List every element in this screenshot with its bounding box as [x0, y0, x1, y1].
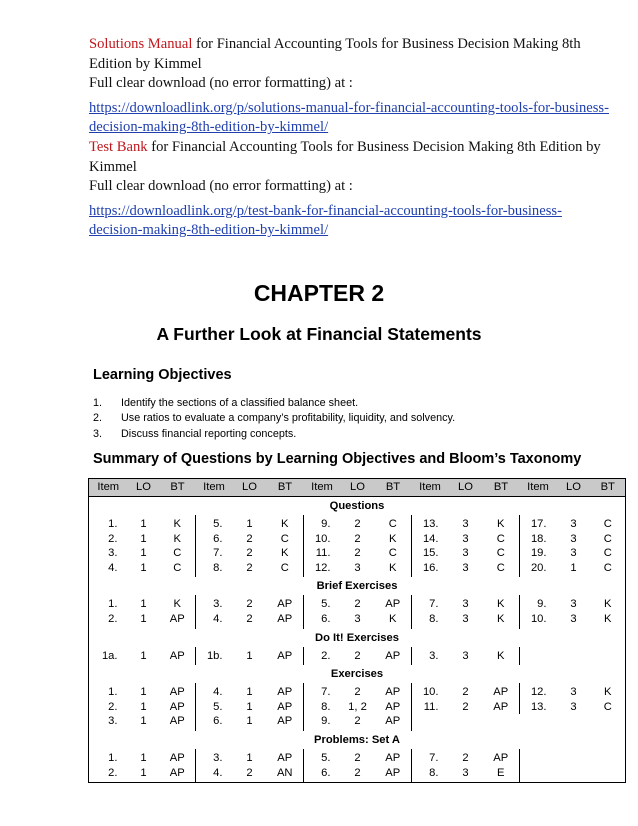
table-cell: 2	[246, 561, 253, 574]
table-cell: 1	[570, 561, 577, 574]
table-cell	[483, 714, 520, 731]
table-cell: 3	[354, 612, 361, 625]
table-cell: 2	[246, 598, 253, 611]
section-title: Do It! Exercises	[89, 629, 626, 647]
table-row	[89, 683, 626, 700]
table-cell: C	[591, 700, 626, 715]
table-cell: C	[280, 532, 289, 545]
table-cell: 1	[246, 649, 253, 662]
table-cell: 18.	[520, 532, 557, 547]
section-row	[89, 629, 626, 647]
section-title: Problems: Set A	[89, 731, 626, 749]
table-row	[89, 766, 626, 783]
table-cell: 7.	[412, 595, 449, 612]
table-cell: 2.	[89, 766, 128, 783]
section-row	[89, 497, 626, 516]
table-cell: 9.	[520, 595, 557, 612]
table-cell: 3	[570, 700, 577, 713]
column-header: Item	[412, 479, 449, 497]
table-cell: 1.	[89, 595, 128, 612]
table-cell: 1	[246, 715, 253, 728]
table-cell: K	[281, 547, 289, 560]
table-cell: C	[591, 515, 626, 532]
table-cell	[557, 647, 591, 666]
solutions-manual-line	[89, 35, 609, 74]
table-cell	[591, 647, 626, 666]
table-cell: 1	[140, 547, 147, 560]
table-cell: 11.	[304, 546, 341, 561]
test-bank-link[interactable]: https://downloadlink.org/p/test-bank-for-financial-accounting-tools-for-business-decision-making-8th-edition-by-kimmel/	[89, 202, 562, 239]
table-cell: C	[591, 532, 626, 547]
table-cell: 3	[570, 518, 577, 530]
table-cell: 8.	[304, 700, 341, 715]
table-cell: 1	[140, 532, 147, 545]
section-row	[89, 665, 626, 683]
table-cell: K	[389, 612, 397, 625]
table-cell: 3	[462, 547, 469, 560]
test-bank-label: Test Bank	[89, 138, 148, 155]
table-row	[89, 714, 626, 731]
table-cell: 2	[246, 532, 253, 545]
table-cell: 2	[354, 715, 361, 728]
table-cell: AP	[169, 649, 185, 662]
table-cell: 3	[570, 598, 577, 611]
column-header: Item	[304, 479, 341, 497]
table-cell: 13.	[520, 700, 557, 715]
table-cell: K	[591, 612, 626, 629]
table-cell: 5.	[304, 749, 341, 766]
table-cell: 3.	[412, 647, 449, 666]
table-cell: AP	[385, 751, 401, 764]
column-header: BT	[160, 479, 196, 497]
table-cell: K	[591, 683, 626, 700]
table-cell: 1, 2	[348, 700, 367, 713]
column-header: BT	[267, 479, 304, 497]
table-cell: AP	[385, 649, 401, 662]
table-cell: 1	[140, 700, 147, 713]
table-cell: 3	[462, 518, 469, 530]
table-cell: 2.	[89, 612, 128, 629]
table-cell	[520, 714, 557, 731]
table-cell: AN	[267, 766, 304, 783]
table-cell: AP	[277, 598, 293, 611]
table-cell	[449, 714, 483, 731]
table-cell: 2	[341, 766, 375, 783]
table-cell: 10.	[304, 532, 341, 547]
table-cell: 3.	[196, 595, 233, 612]
table-cell: 2	[354, 686, 361, 699]
table-cell	[591, 766, 626, 783]
table-cell: 1b.	[196, 647, 233, 666]
learning-objective-item	[93, 411, 455, 426]
questions-summary-table	[88, 478, 626, 783]
section-title: Brief Exercises	[89, 577, 626, 595]
objective-number: 3.	[93, 427, 103, 440]
table-cell: 1.	[89, 749, 128, 766]
table-cell: 3	[449, 766, 483, 783]
table-cell: 2	[462, 700, 469, 713]
table-cell: 2	[462, 686, 469, 699]
table-cell: K	[173, 598, 181, 611]
table-cell: 2.	[304, 647, 341, 666]
table-cell: K	[389, 561, 397, 574]
table-cell: 13.	[412, 515, 449, 532]
table-cell: 1.	[89, 683, 128, 700]
table-header-row	[89, 479, 626, 497]
table-cell: AP	[277, 751, 293, 764]
table-cell	[591, 714, 626, 731]
table-cell: 1	[140, 751, 147, 764]
table-cell	[591, 749, 626, 766]
table-row	[89, 532, 626, 547]
column-header: Item	[89, 479, 128, 497]
table-cell: AP	[169, 612, 185, 625]
table-cell: K	[281, 518, 289, 530]
table-cell: 3	[570, 612, 577, 625]
table-cell: K	[497, 518, 505, 530]
table-cell	[520, 647, 557, 666]
learning-objectives-heading: Learning Objectives	[93, 367, 232, 383]
table-cell: 6.	[196, 532, 233, 547]
table-cell: AP	[169, 751, 185, 764]
table-cell: AP	[385, 715, 401, 728]
table-cell: 14.	[412, 532, 449, 547]
table-cell: 10.	[520, 612, 557, 629]
table-cell: 1	[140, 518, 147, 530]
table-cell: 9.	[304, 714, 341, 731]
table-cell: 12.	[520, 683, 557, 700]
table-cell: K	[497, 649, 505, 662]
table-cell: 8.	[412, 766, 449, 783]
table-cell: 2	[233, 766, 267, 783]
table-cell: 20.	[520, 561, 557, 578]
test-bank-title: for Financial Accounting Tools for Business Decision Making 8th Edition by Kimmel	[89, 138, 601, 175]
table-cell: 6.	[304, 612, 341, 629]
table-cell: 10.	[412, 683, 449, 700]
column-header: Item	[520, 479, 557, 497]
table-cell: 1	[128, 766, 160, 783]
table-cell: AP	[385, 598, 401, 611]
objective-number: 2.	[93, 412, 103, 425]
table-cell: 16.	[412, 561, 449, 578]
chapter-title: CHAPTER 2	[253, 280, 385, 306]
table-cell: 3	[462, 612, 469, 625]
table-cell: C	[173, 561, 182, 574]
table-cell: 1	[140, 561, 147, 574]
table-cell: 3	[570, 532, 577, 545]
table-cell: 1	[140, 686, 147, 699]
column-header: BT	[483, 479, 520, 497]
table-cell: 1	[246, 518, 253, 530]
table-cell: 4.	[196, 683, 233, 700]
objective-text: Use ratios to evaluate a company’s profitability, liquidity, and solvency.	[121, 412, 456, 425]
solutions-manual-label: Solutions Manual	[89, 36, 193, 52]
table-cell: 1	[140, 715, 147, 728]
solutions-manual-title: for Financial Accounting Tools for Business Decision Making 8th Edition by Kimmel	[89, 36, 581, 72]
column-header: Item	[196, 479, 233, 497]
table-cell: 19.	[520, 546, 557, 561]
table-cell: K	[173, 532, 181, 545]
table-cell: C	[496, 561, 505, 574]
download-header	[89, 35, 609, 241]
table-cell: AP	[375, 766, 412, 783]
table-cell: AP	[169, 700, 185, 713]
table-cell: C	[173, 547, 182, 560]
table-cell: 1	[246, 751, 253, 764]
table-cell: 1.	[89, 515, 128, 532]
table-cell: 2	[462, 751, 469, 764]
table-cell	[557, 714, 591, 731]
download-note-2: Full clear download (no error formatting) at :	[89, 178, 353, 195]
table-cell: AP	[160, 766, 196, 783]
objective-text: Discuss financial reporting concepts.	[121, 427, 297, 440]
table-cell: AP	[169, 686, 185, 699]
table-cell: 2.	[89, 700, 128, 715]
table-cell: 3	[462, 561, 469, 574]
summary-heading: Summary of Questions by Learning Objectives and Bloom’s Taxonomy	[93, 451, 582, 467]
table-cell: 8.	[412, 612, 449, 629]
column-header: LO	[341, 479, 375, 497]
learning-objective-item	[93, 396, 455, 411]
table-cell: AP	[493, 700, 509, 713]
column-header: BT	[375, 479, 412, 497]
table-cell: 5.	[196, 515, 233, 532]
table-cell: AP	[385, 686, 401, 699]
table-cell: K	[173, 518, 181, 530]
table-cell: 5.	[304, 595, 341, 612]
table-cell: 2	[354, 751, 361, 764]
table-cell: AP	[277, 686, 293, 699]
table-row	[89, 700, 626, 715]
objective-number: 1.	[93, 397, 103, 409]
section-title: Exercises	[89, 665, 626, 683]
table-cell: 1	[246, 700, 253, 713]
table-cell: E	[483, 766, 520, 783]
solutions-manual-link[interactable]: https://downloadlink.org/p/solutions-manual-for-financial-accounting-tools-for-business-decision-making-8th-edition-by-kimmel/	[89, 99, 609, 136]
table-cell: 3.	[89, 714, 128, 731]
table-cell: 1	[246, 686, 253, 699]
table-cell: K	[497, 612, 505, 625]
table-cell: 7.	[412, 749, 449, 766]
table-cell: AP	[493, 686, 509, 699]
table-cell	[412, 714, 449, 731]
table-cell: 12.	[304, 561, 341, 578]
table-cell: AP	[277, 715, 293, 728]
table-cell	[520, 749, 557, 766]
table-cell: 6.	[304, 766, 341, 783]
section-row	[89, 731, 626, 749]
table-cell: AP	[493, 751, 509, 764]
table-cell: C	[591, 561, 626, 578]
table-cell: 3	[354, 561, 361, 574]
column-header: LO	[233, 479, 267, 497]
table-cell: 3.	[89, 546, 128, 561]
table-cell: 2	[354, 598, 361, 611]
table-cell: AP	[169, 715, 185, 728]
download-note-1: Full clear download (no error formatting) at :	[89, 75, 353, 92]
table-cell: 1	[140, 612, 147, 625]
section-row	[89, 577, 626, 595]
table-cell: 2	[354, 532, 361, 545]
table-cell: 1	[140, 598, 147, 611]
column-header: BT	[591, 479, 626, 497]
table-row	[89, 749, 626, 766]
chapter-subtitle: A Further Look at Financial Statements	[156, 324, 482, 344]
column-header: LO	[128, 479, 160, 497]
table-cell: 3.	[196, 749, 233, 766]
table-cell: 2	[246, 612, 253, 625]
table-cell: C	[496, 532, 505, 545]
table-cell: K	[591, 595, 626, 612]
table-cell: 2.	[89, 532, 128, 547]
table-cell: 3	[462, 598, 469, 611]
table-cell	[557, 766, 591, 783]
table-cell: 2	[354, 547, 361, 560]
table-cell: AP	[277, 612, 293, 625]
table-cell: 2	[246, 547, 253, 560]
table-cell: 1a.	[89, 647, 128, 666]
column-header: LO	[557, 479, 591, 497]
table-cell: C	[280, 561, 289, 574]
table-cell	[557, 749, 591, 766]
table-cell: K	[389, 532, 397, 545]
table-cell: C	[496, 547, 505, 560]
table-row	[89, 647, 626, 666]
objective-text: Identify the sections of a classified balance sheet.	[121, 397, 359, 409]
table-cell: AP	[277, 649, 293, 662]
table-cell: 11.	[412, 700, 449, 715]
table-cell: 3	[570, 686, 577, 699]
table-cell: 1	[140, 649, 147, 662]
table-cell	[520, 766, 557, 783]
table-cell: 7.	[304, 683, 341, 700]
table-cell: 3	[570, 547, 577, 560]
column-header: LO	[449, 479, 483, 497]
table-cell: AP	[385, 700, 401, 713]
table-cell: K	[497, 598, 505, 611]
table-cell: C	[388, 518, 397, 530]
table-cell: 5.	[196, 700, 233, 715]
table-cell: C	[388, 547, 397, 560]
table-cell: 15.	[412, 546, 449, 561]
table-cell: 3	[462, 532, 469, 545]
table-cell: 4.	[196, 766, 233, 783]
table-cell: 7.	[196, 546, 233, 561]
table-row	[89, 612, 626, 629]
section-title: Questions	[89, 497, 626, 516]
table-cell: 9.	[304, 515, 341, 532]
table-cell: 2	[354, 518, 361, 530]
learning-objective-item	[93, 427, 455, 442]
table-cell: 17.	[520, 515, 557, 532]
table-cell: C	[591, 546, 626, 561]
table-row	[89, 546, 626, 561]
table-row	[89, 515, 626, 532]
table-cell: 4.	[196, 612, 233, 629]
table-cell: 2	[354, 649, 361, 662]
table-row	[89, 561, 626, 578]
table-cell: 8.	[196, 561, 233, 578]
table-cell: AP	[277, 700, 293, 713]
table-cell: 6.	[196, 714, 233, 731]
table-row	[89, 595, 626, 612]
table-cell: 4.	[89, 561, 128, 578]
learning-objectives-list	[93, 396, 455, 442]
table-cell: 3	[462, 649, 469, 662]
test-bank-line	[89, 138, 609, 177]
